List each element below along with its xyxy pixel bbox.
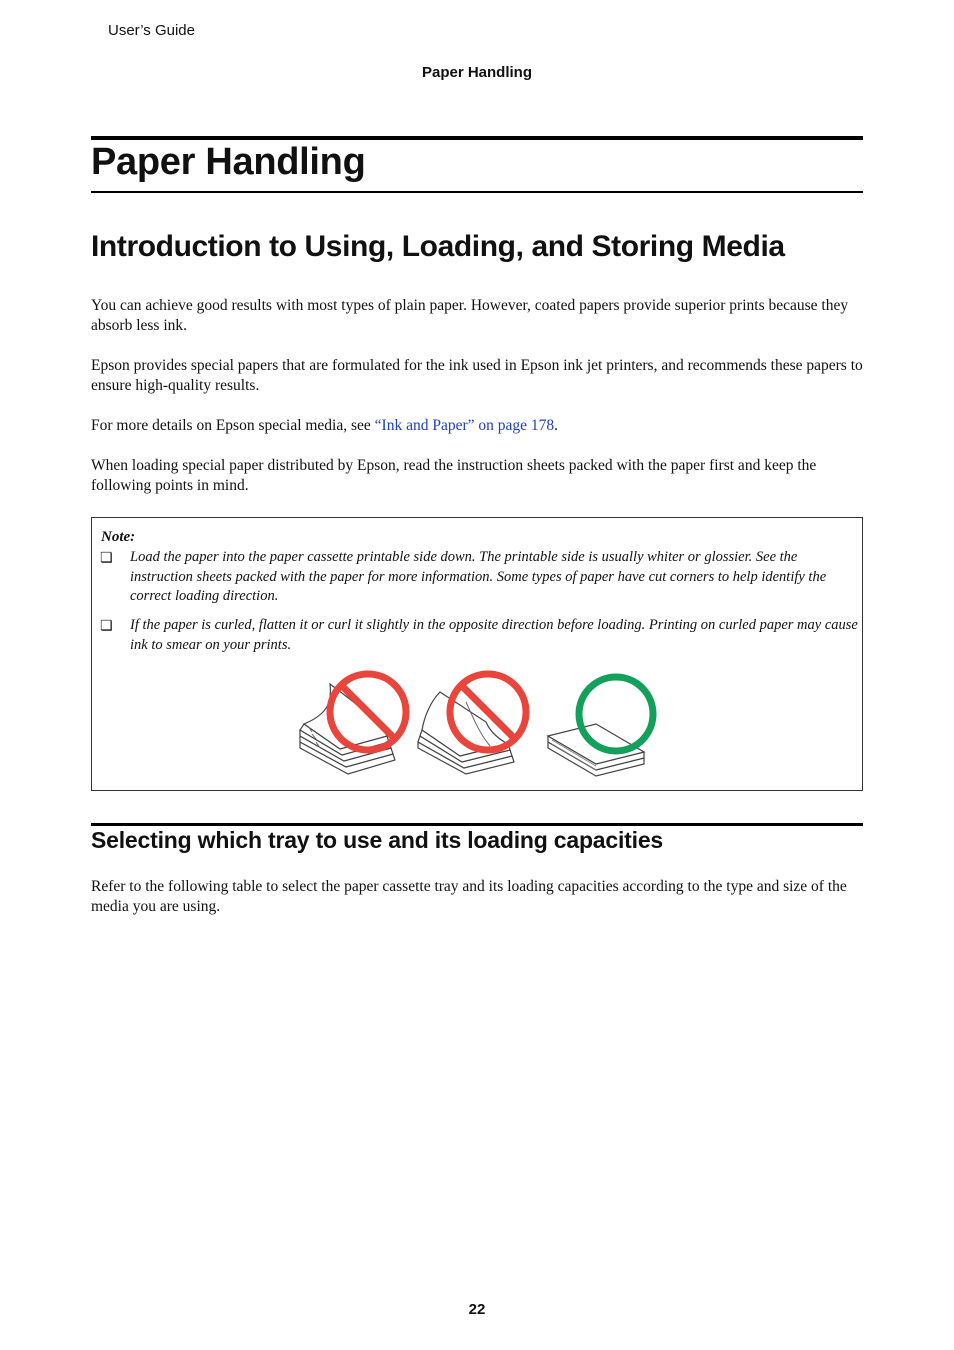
details-prefix: For more details on Epson special media, see bbox=[91, 417, 375, 434]
paragraph-plain-paper: You can achieve good results with most types of plain paper. However, coated papers provide superior prints because they absorb less ink. bbox=[91, 297, 849, 334]
details-suffix: . bbox=[554, 417, 559, 434]
page-number: 22 bbox=[468, 1301, 486, 1318]
section-title: Introduction to Using, Loading, and Storing Media bbox=[91, 230, 785, 263]
running-header-section: Paper Handling bbox=[421, 64, 533, 81]
subsection-title: Selecting which tray to use and its loading capacities bbox=[91, 827, 664, 853]
paragraph-tray-selection: Refer to the following table to select the paper cassette tray and its loading capacities according to the type and size of the media you are using. bbox=[91, 878, 847, 915]
paragraph-special-papers: Epson provides special papers that are formulated for the ink used in Epson ink jet printers, and recommends these papers to ensure high-quality results. bbox=[91, 357, 863, 394]
chapter-bottom-rule bbox=[91, 191, 863, 193]
bullet-icon: ❏ bbox=[100, 550, 113, 566]
note-label: Note: bbox=[101, 529, 136, 545]
running-header-guide: User’s Guide bbox=[108, 22, 195, 39]
chapter-title: Paper Handling bbox=[91, 141, 366, 183]
chapter-top-rule bbox=[91, 136, 863, 140]
paragraph-more-details bbox=[91, 416, 866, 436]
ink-and-paper-link[interactable]: “Ink and Paper” on page 178 bbox=[374, 417, 555, 434]
paragraph-loading-special-paper: When loading special paper distributed by Epson, read the instruction sheets packed with the paper first and keep the following points in mind. bbox=[91, 457, 817, 494]
curled-down-stack bbox=[418, 692, 514, 774]
note-item-printable-side: Load the paper into the paper cassette printable side down. The printable side is usually whiter or glossier. See the instruction sheets packed with the paper for more information. Some types of paper have cut corners to help identify the correct loading direction. bbox=[130, 549, 827, 604]
paper-curl-illustration bbox=[290, 662, 670, 786]
note-item-curled-paper: If the paper is curled, flatten it or curl it slightly in the opposite direction before loading. Printing on curled paper may cause ink to smear on your prints. bbox=[130, 617, 858, 653]
subsection-top-rule bbox=[91, 823, 863, 826]
bullet-icon: ❏ bbox=[100, 618, 113, 634]
